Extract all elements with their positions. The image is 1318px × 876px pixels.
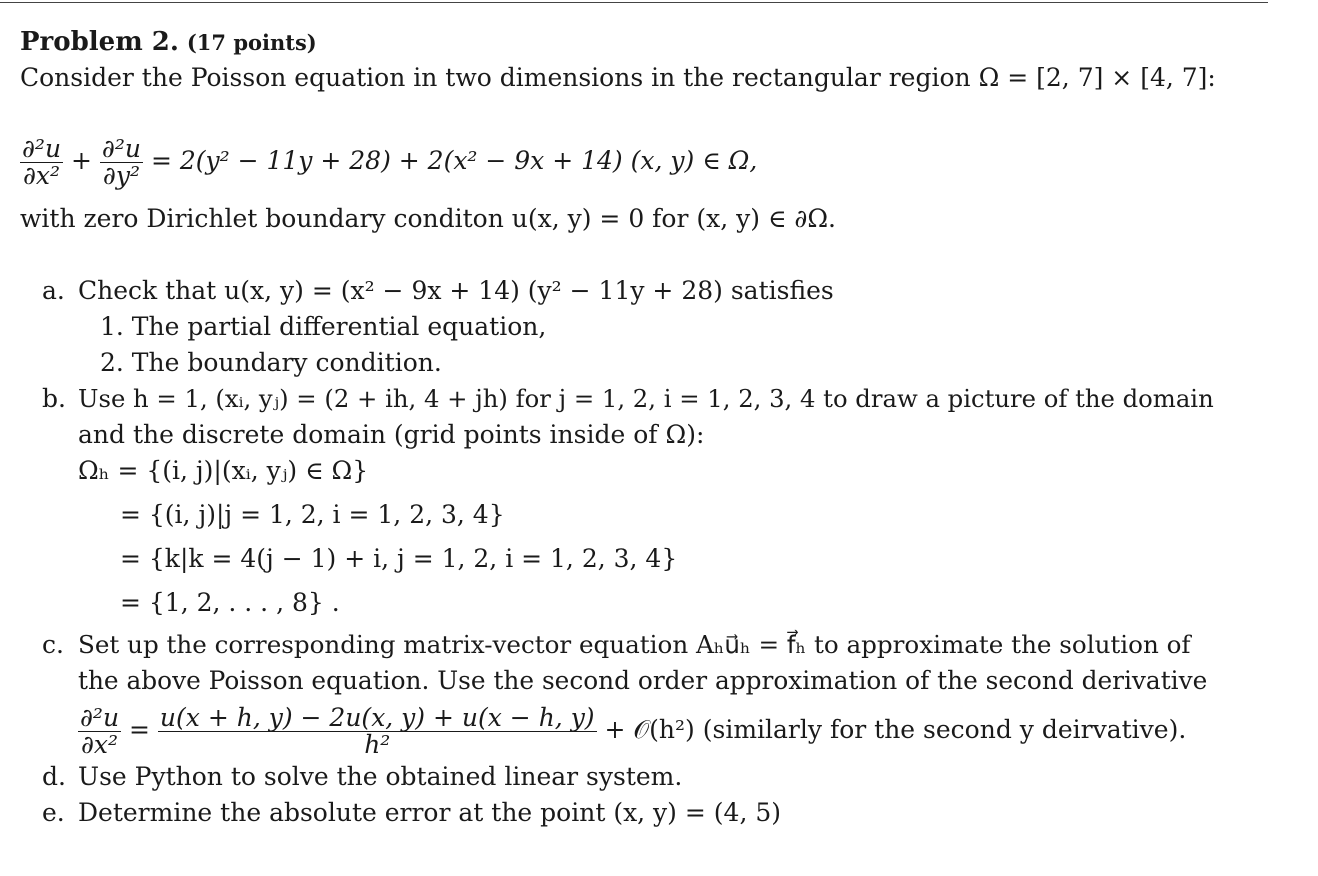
d2u-dx2-fraction <box>78 705 121 758</box>
fraction-numerator: ∂²u <box>80 703 120 732</box>
fraction-denominator: ∂x² <box>81 730 119 759</box>
part-d-text: Use Python to solve the obtained linear system. <box>78 762 683 791</box>
discrete-domain-set-3: = {k|k = 4(j − 1) + i, j = 1, 2, i = 1, 2, 3, 4} <box>120 544 678 573</box>
fraction-numerator: ∂²u <box>22 134 62 163</box>
d2u-dy2-fraction <box>100 136 143 189</box>
fd-numerator: u(x + h, y) − 2u(x, y) + u(x − h, y) <box>159 703 595 732</box>
fraction-denominator: ∂y² <box>102 161 140 190</box>
plus-sign: + <box>71 146 92 175</box>
part-c-line-2: the above Poisson equation. Use the second order approximation of the second derivative <box>78 666 1208 695</box>
part-a-text: Check that u(x, y) = (x² − 9x + 14) (y² − 11y + 28) satisfies <box>78 276 834 305</box>
discrete-domain-set-4: = {1, 2, . . . , 8} . <box>120 588 340 617</box>
problem-points: (17 points) <box>186 30 317 55</box>
problem-title: Problem 2. <box>20 27 179 57</box>
part-b-label: b. <box>42 384 66 413</box>
fd-tail: + 𝒪(h²) (similarly for the second y deirvative). <box>604 715 1187 744</box>
part-e-label: e. <box>42 798 65 827</box>
problem-heading <box>20 27 317 58</box>
fraction-numerator: ∂²u <box>101 134 141 163</box>
part-a-item-2: 2. The boundary condition. <box>100 348 442 377</box>
part-d-label: d. <box>42 762 66 791</box>
finite-difference-formula <box>78 705 1186 758</box>
part-a-label: a. <box>42 276 65 305</box>
part-b-line-2: and the discrete domain (grid points inside of Ω): <box>78 420 705 449</box>
fraction-denominator: ∂x² <box>23 161 61 190</box>
problem-intro: Consider the Poisson equation in two dimensions in the rectangular region Ω = [2, 7] × [4, 7]: <box>20 63 1216 92</box>
d2u-dx2-fraction <box>20 136 63 189</box>
pde-equation <box>20 136 757 189</box>
top-rule <box>0 2 1268 3</box>
part-e-text: Determine the absolute error at the point (x, y) = (4, 5) <box>78 798 781 827</box>
fd-denominator: h² <box>364 730 391 759</box>
boundary-condition: with zero Dirichlet boundary conditon u(x, y) = 0 for (x, y) ∈ ∂Ω. <box>20 204 837 233</box>
pde-rhs: = 2(y² − 11y + 28) + 2(x² − 9x + 14) (x, y) ∈ Ω, <box>150 146 758 175</box>
equals-sign: = <box>129 715 150 744</box>
discrete-domain-set-2: = {(i, j)|j = 1, 2, i = 1, 2, 3, 4} <box>120 500 505 529</box>
part-a-item-1: 1. The partial differential equation, <box>100 312 547 341</box>
finite-difference-fraction <box>158 705 597 758</box>
part-c-label: c. <box>42 630 64 659</box>
part-c-line-1: Set up the corresponding matrix-vector equation Aₕu⃗ₕ = f⃗ₕ to approximate the solution of <box>78 630 1191 659</box>
discrete-domain-set-1: Ωₕ = {(i, j)|(xᵢ, yⱼ) ∈ Ω} <box>78 456 369 485</box>
part-b-line-1: Use h = 1, (xᵢ, yⱼ) = (2 + ih, 4 + jh) for j = 1, 2, i = 1, 2, 3, 4 to draw a picture of the domain <box>78 384 1214 413</box>
